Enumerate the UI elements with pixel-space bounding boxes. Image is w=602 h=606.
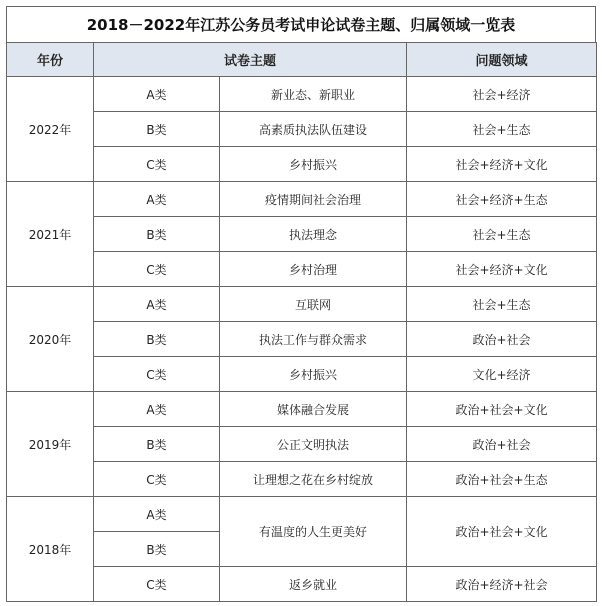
category-cell: C类: [94, 567, 220, 602]
category-cell: B类: [94, 112, 220, 147]
category-cell: C类: [94, 462, 220, 497]
domain-cell: 社会+生态: [407, 112, 597, 147]
domain-cell: 社会+生态: [407, 217, 597, 252]
domain-cell: 政治+社会: [407, 322, 597, 357]
category-cell: A类: [94, 392, 220, 427]
table-row: [7, 147, 597, 182]
year-cell: 2021年: [7, 182, 94, 287]
table-row: [7, 392, 597, 427]
category-cell: A类: [94, 77, 220, 112]
table-row: [7, 287, 597, 322]
table-row: [7, 252, 597, 287]
topic-cell: 乡村振兴: [220, 357, 407, 392]
table-row: [7, 322, 597, 357]
table-row: [7, 112, 597, 147]
domain-cell: 文化+经济: [407, 357, 597, 392]
domain-cell: 社会+经济+文化: [407, 252, 597, 287]
category-cell: C类: [94, 147, 220, 182]
header-year: 年份: [7, 43, 94, 77]
category-cell: C类: [94, 252, 220, 287]
topic-cell: 返乡就业: [220, 567, 407, 602]
table-row: [7, 567, 597, 602]
table-row: [7, 427, 597, 462]
category-cell: A类: [94, 287, 220, 322]
table-title: 2018－2022年江苏公务员考试申论试卷主题、归属领域一览表: [6, 6, 596, 42]
category-cell: A类: [94, 182, 220, 217]
table-row: [7, 462, 597, 497]
category-cell: B类: [94, 217, 220, 252]
category-cell: B类: [94, 427, 220, 462]
domain-cell: 社会+生态: [407, 287, 597, 322]
header-domain: 问题领域: [407, 43, 597, 77]
topic-cell: 公正文明执法: [220, 427, 407, 462]
domain-cell: 政治+社会+生态: [407, 462, 597, 497]
table-row: [7, 77, 597, 112]
topic-cell: 乡村治理: [220, 252, 407, 287]
topic-cell: 让理想之花在乡村绽放: [220, 462, 407, 497]
category-cell: B类: [94, 532, 220, 567]
year-cell: 2022年: [7, 77, 94, 182]
domain-cell: 政治+社会+文化: [407, 392, 597, 427]
topic-cell: 互联网: [220, 287, 407, 322]
topic-cell: 执法理念: [220, 217, 407, 252]
topic-cell: 有温度的人生更美好: [220, 497, 407, 567]
header-topic: 试卷主题: [94, 43, 407, 77]
domain-cell: 政治+社会+文化: [407, 497, 597, 567]
table-row: [7, 497, 597, 532]
topic-cell: 执法工作与群众需求: [220, 322, 407, 357]
domain-cell: 社会+经济+文化: [407, 147, 597, 182]
table-row: [7, 182, 597, 217]
table-row: [7, 357, 597, 392]
domain-cell: 政治+社会: [407, 427, 597, 462]
year-cell: 2019年: [7, 392, 94, 497]
category-cell: A类: [94, 497, 220, 532]
category-cell: C类: [94, 357, 220, 392]
topic-cell: 新业态、新职业: [220, 77, 407, 112]
domain-cell: 社会+经济+生态: [407, 182, 597, 217]
topic-cell: 乡村振兴: [220, 147, 407, 182]
topic-cell: 媒体融合发展: [220, 392, 407, 427]
topic-cell: 高素质执法队伍建设: [220, 112, 407, 147]
topics-table: [6, 42, 597, 602]
header-row: [7, 43, 597, 77]
domain-cell: 政治+经济+社会: [407, 567, 597, 602]
category-cell: B类: [94, 322, 220, 357]
topic-cell: 疫情期间社会治理: [220, 182, 407, 217]
year-cell: 2020年: [7, 287, 94, 392]
table-row: [7, 217, 597, 252]
year-cell: 2018年: [7, 497, 94, 602]
domain-cell: 社会+经济: [407, 77, 597, 112]
